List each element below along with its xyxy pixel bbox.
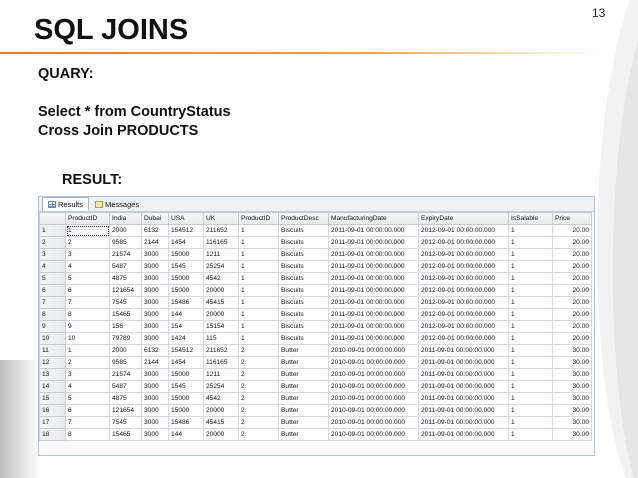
grid-cell[interactable]: 116165 [204,237,239,249]
grid-cell[interactable]: 2 [239,357,279,369]
grid-cell[interactable]: 2012-09-01 00:00:00.000 [419,333,509,345]
grid-cell[interactable]: 2011-09-01 00:00:00.000 [329,249,419,261]
grid-cell[interactable]: 1424 [169,333,204,345]
table-row [40,381,592,393]
grid-cell[interactable]: 3 [66,369,110,381]
grid-cell[interactable]: 2 [66,237,110,249]
grid-cell[interactable]: 1 [239,273,279,285]
grid-cell[interactable]: 2010-09-01 00:00:00.000 [329,369,419,381]
row-number[interactable]: 8 [40,309,66,321]
grid-cell[interactable]: 1 [239,237,279,249]
grid-cell[interactable]: 4542 [204,393,239,405]
table-row [40,345,592,357]
table-row [40,309,592,321]
grid-cell[interactable]: 1 [239,309,279,321]
grid-cell[interactable]: 2011-09-01 00:00:00.000 [329,297,419,309]
grid-cell[interactable]: 2000 [110,225,142,237]
grid-cell[interactable]: 20.00 [553,321,592,333]
grid-cell[interactable]: 1 [509,357,553,369]
grid-cell[interactable]: 3000 [142,273,169,285]
grid-cell[interactable]: Biscuits [279,225,329,237]
grid-cell[interactable]: Butter [279,405,329,417]
grid-cell[interactable]: 3000 [142,309,169,321]
grid-cell[interactable]: 211652 [204,225,239,237]
grid-cell[interactable]: 7 [66,297,110,309]
grid-cell[interactable]: 2011-09-01 00:00:00.000 [419,345,509,357]
grid-cell[interactable]: 1 [239,333,279,345]
grid-cell[interactable]: 1 [509,297,553,309]
grid-cell[interactable]: 2011-09-01 00:00:00.000 [419,381,509,393]
grid-cell[interactable]: 30.00 [553,429,592,441]
grid-cell[interactable]: 20.00 [553,333,592,345]
grid-cell[interactable]: 20000 [204,309,239,321]
table-row [40,417,592,429]
grid-cell[interactable]: 6132 [142,345,169,357]
table-row [40,297,592,309]
grid-cell[interactable]: 2010-09-01 00:00:00.000 [329,417,419,429]
grid-cell[interactable]: 15154 [204,321,239,333]
table-row [40,237,592,249]
grid-cell[interactable]: 2011-09-01 00:00:00.000 [419,357,509,369]
table-row [40,405,592,417]
tab-results-label: Results [58,199,84,209]
grid-cell[interactable]: 20.00 [553,225,592,237]
grid-cell[interactable]: 8 [66,429,110,441]
row-number[interactable]: 10 [40,333,66,345]
grid-cell[interactable]: 1 [509,225,553,237]
grid-cell[interactable]: 1211 [204,369,239,381]
grid-cell[interactable]: Butter [279,345,329,357]
grid-cell[interactable]: 30.00 [553,393,592,405]
column-header[interactable]: UK [204,213,239,225]
grid-cell[interactable]: 2011-09-01 00:00:00.000 [329,237,419,249]
grid-cell[interactable]: 3000 [142,297,169,309]
grid-cell[interactable]: 20.00 [553,297,592,309]
table-row [40,357,592,369]
grid-cell[interactable]: Biscuits [279,261,329,273]
message-icon [95,201,103,208]
grid-cell[interactable]: 15486 [169,417,204,429]
grid-cell[interactable]: 1211 [204,249,239,261]
grid-cell[interactable]: 25254 [204,381,239,393]
row-number[interactable]: 4 [40,261,66,273]
grid-cell[interactable]: 2011-09-01 00:00:00.000 [329,261,419,273]
row-number[interactable]: 12 [40,357,66,369]
grid-cell[interactable]: 2010-09-01 00:00:00.000 [329,345,419,357]
row-number[interactable]: 3 [40,249,66,261]
grid-cell[interactable]: 45415 [204,417,239,429]
column-header[interactable]: ManufacturingDate [329,213,419,225]
grid-cell[interactable]: 2012-09-01 00:00:00.000 [419,285,509,297]
grid-cell[interactable]: 20000 [204,285,239,297]
grid-cell[interactable]: 2011-09-01 00:00:00.000 [419,369,509,381]
grid-cell[interactable]: 1 [509,321,553,333]
grid-cell[interactable]: 154512 [169,345,204,357]
grid-cell[interactable]: 20.00 [553,249,592,261]
column-header[interactable]: ExpiryDate [419,213,509,225]
column-header[interactable]: India [110,213,142,225]
table-row [40,285,592,297]
query-line-1: Select * from CountryStatus [38,104,231,120]
grid-cell[interactable]: 1 [509,381,553,393]
grid-cell[interactable]: 2 [239,417,279,429]
grid-cell[interactable]: 20000 [204,429,239,441]
grid-cell[interactable]: 3000 [142,321,169,333]
grid-cell[interactable]: 3 [66,249,110,261]
grid-cell[interactable]: 2012-09-01 00:00:00.000 [419,273,509,285]
row-number[interactable]: 2 [40,237,66,249]
grid-cell[interactable]: 2000 [110,345,142,357]
grid-cell[interactable]: Biscuits [279,333,329,345]
grid-cell[interactable]: 45415 [204,297,239,309]
grid-cell[interactable]: 1 [509,369,553,381]
grid-cell[interactable]: 15465 [110,429,142,441]
row-number[interactable]: 17 [40,417,66,429]
grid-cell[interactable]: 154512 [169,225,204,237]
grid-cell[interactable]: Biscuits [279,321,329,333]
grid-cell[interactable]: 1 [509,417,553,429]
grid-cell[interactable]: 2 [239,345,279,357]
grid-cell[interactable]: 15000 [169,273,204,285]
table-row [40,249,592,261]
grid-cell[interactable]: 1 [509,345,553,357]
grid-cell[interactable]: 3000 [142,429,169,441]
grid-cell[interactable]: 30.00 [553,345,592,357]
grid-cell[interactable]: 6132 [142,225,169,237]
grid-cell[interactable]: 10 [66,333,110,345]
grid-cell[interactable]: 2 [66,357,110,369]
table-row [40,333,592,345]
grid-cell[interactable]: 15486 [169,297,204,309]
grid-cell[interactable]: 2 [239,393,279,405]
column-header[interactable]: Dubai [142,213,169,225]
grid-cell[interactable]: 9 [66,321,110,333]
grid-cell[interactable]: 20.00 [553,261,592,273]
grid-cell[interactable]: 20.00 [553,309,592,321]
title-underline [0,52,600,54]
grid-cell[interactable]: 2012-09-01 00:00:00.000 [419,321,509,333]
grid-cell[interactable]: 1 [239,297,279,309]
grid-cell[interactable]: 7545 [110,417,142,429]
grid-cell[interactable]: 5 [66,273,110,285]
grid-cell[interactable]: 2011-09-01 00:00:00.000 [419,429,509,441]
grid-cell[interactable]: 7545 [110,297,142,309]
grid-cell[interactable]: 2011-09-01 00:00:00.000 [419,405,509,417]
grid-cell[interactable]: 30.00 [553,357,592,369]
grid-cell[interactable]: 154 [169,321,204,333]
grid-cell[interactable]: Biscuits [279,285,329,297]
grid-cell[interactable]: Butter [279,381,329,393]
grid-cell[interactable]: 211652 [204,345,239,357]
grid-cell[interactable]: Butter [279,357,329,369]
grid-cell[interactable]: 2144 [142,357,169,369]
grid-cell[interactable]: 1 [509,393,553,405]
grid-cell[interactable]: 2012-09-01 00:00:00.000 [419,249,509,261]
grid-cell[interactable]: 1 [509,273,553,285]
grid-cell[interactable]: 1545 [169,381,204,393]
grid-cell[interactable]: 2012-09-01 00:00:00.000 [419,237,509,249]
tab-messages-label: Messages [105,199,140,209]
header-row [40,213,592,225]
grid-cell[interactable]: 2144 [142,237,169,249]
grid-cell[interactable]: 2011-09-01 00:00:00.000 [419,417,509,429]
grid-cell[interactable]: 9585 [110,237,142,249]
grid-cell[interactable]: 1454 [169,237,204,249]
grid-cell[interactable]: 4 [66,381,110,393]
row-number[interactable]: 9 [40,321,66,333]
row-number[interactable]: 11 [40,345,66,357]
grid-cell[interactable]: 1454 [169,357,204,369]
grid-cell[interactable]: 3000 [142,393,169,405]
grid-cell[interactable]: 30.00 [553,381,592,393]
grid-cell[interactable]: 1 [239,249,279,261]
grid-cell[interactable]: 1 [239,225,279,237]
grid-cell[interactable]: 2012-09-01 00:00:00.000 [419,297,509,309]
grid-cell[interactable]: 4 [66,261,110,273]
grid-cell[interactable]: 1 [509,405,553,417]
results-grid [39,212,592,441]
table-row [40,429,592,441]
grid-cell[interactable]: 9585 [110,357,142,369]
grid-cell[interactable]: 15000 [169,249,204,261]
row-number[interactable]: 18 [40,429,66,441]
grid-cell[interactable]: 4875 [110,273,142,285]
corner-header[interactable] [40,213,66,225]
grid-cell[interactable]: 8 [66,309,110,321]
grid-cell[interactable]: 15000 [169,405,204,417]
tab-messages[interactable] [89,197,145,211]
grid-cell[interactable]: 4875 [110,393,142,405]
column-header[interactable]: IsSalable [509,213,553,225]
grid-cell[interactable]: Butter [279,369,329,381]
grid-cell[interactable]: Butter [279,417,329,429]
grid-icon [48,201,56,208]
grid-cell[interactable]: 2012-09-01 00:00:00.000 [419,225,509,237]
grid-cell[interactable]: Butter [279,393,329,405]
grid-cell[interactable]: 1 [239,285,279,297]
grid-cell[interactable]: Biscuits [279,237,329,249]
grid-cell[interactable]: 2 [239,429,279,441]
column-header[interactable]: ProductID [66,213,110,225]
grid-cell[interactable]: 3000 [142,417,169,429]
grid-cell[interactable]: Biscuits [279,273,329,285]
grid-cell[interactable]: 6 [66,285,110,297]
row-number[interactable]: 7 [40,297,66,309]
grid-cell[interactable]: 3000 [142,369,169,381]
grid-cell[interactable]: 3000 [142,381,169,393]
grid-cell[interactable]: 15000 [169,369,204,381]
grid-cell[interactable]: 1 [509,237,553,249]
grid-cell[interactable]: 1545 [169,261,204,273]
grid-cell[interactable]: 1 [509,261,553,273]
grid-cell[interactable]: 115 [204,333,239,345]
grid-cell[interactable]: 20.00 [553,237,592,249]
grid-cell[interactable]: 144 [169,309,204,321]
grid-cell[interactable]: Biscuits [279,297,329,309]
grid-cell[interactable]: 15000 [169,393,204,405]
grid-cell[interactable]: 1 [509,285,553,297]
grid-cell[interactable]: 3000 [142,333,169,345]
table-row [40,261,592,273]
grid-cell[interactable]: Biscuits [279,309,329,321]
column-header[interactable]: ProductID [239,213,279,225]
results-panel [38,196,595,456]
grid-cell[interactable]: 1 [509,333,553,345]
grid-cell[interactable]: 25254 [204,261,239,273]
grid-cell[interactable]: 144 [169,429,204,441]
column-header[interactable]: ProductDesc [279,213,329,225]
grid-cell[interactable]: 3000 [142,261,169,273]
grid-cell[interactable]: 1 [509,429,553,441]
row-number[interactable]: 6 [40,285,66,297]
grid-cell[interactable]: 1 [509,249,553,261]
grid-cell[interactable]: 3000 [142,249,169,261]
grid-cell[interactable]: 116165 [204,357,239,369]
grid-cell[interactable]: Butter [279,429,329,441]
row-number[interactable]: 14 [40,381,66,393]
grid-cell[interactable]: 2010-09-01 00:00:00.000 [329,381,419,393]
row-number[interactable]: 5 [40,273,66,285]
grid-cell[interactable]: 2011-09-01 00:00:00.000 [329,321,419,333]
grid-cell[interactable]: 2 [239,381,279,393]
grid-cell[interactable]: 5487 [110,381,142,393]
grid-cell[interactable]: 30.00 [553,369,592,381]
query-label: QUARY: [38,66,94,82]
row-number[interactable]: 15 [40,393,66,405]
grid-cell[interactable]: 30.00 [553,417,592,429]
grid-cell[interactable]: 21574 [110,369,142,381]
table-row [40,393,592,405]
query-line-2: Cross Join PRODUCTS [38,123,199,139]
table-row [40,369,592,381]
grid-cell[interactable]: 5 [66,393,110,405]
row-number[interactable]: 13 [40,369,66,381]
result-label: RESULT: [62,172,123,188]
grid-cell[interactable]: 15000 [169,285,204,297]
grid-cell[interactable]: 2010-09-01 00:00:00.000 [329,405,419,417]
grid-cell[interactable]: 4542 [204,273,239,285]
row-number[interactable]: 16 [40,405,66,417]
column-header[interactable]: USA [169,213,204,225]
grid-cell[interactable]: 20.00 [553,273,592,285]
grid-cell[interactable]: 2011-09-01 00:00:00.000 [329,333,419,345]
grid-cell[interactable]: 20.00 [553,285,592,297]
grid-cell[interactable]: 1 [239,321,279,333]
table-row [40,273,592,285]
grid-cell[interactable]: 1 [509,309,553,321]
grid-cell[interactable]: 3000 [142,405,169,417]
column-header[interactable]: Price [553,213,592,225]
tab-results[interactable] [42,197,89,211]
grid-cell[interactable]: 2012-09-01 00:00:00.000 [419,309,509,321]
grid-cell[interactable]: Biscuits [279,249,329,261]
grid-cell[interactable]: 2010-09-01 00:00:00.000 [329,357,419,369]
grid-cell[interactable]: 1 [239,261,279,273]
table-row [40,225,592,237]
grid-cell[interactable]: 1 [66,225,110,237]
grid-cell[interactable]: 7 [66,417,110,429]
grid-cell[interactable]: 6 [66,405,110,417]
results-tab-strip [39,197,594,212]
grid-cell[interactable]: 2010-09-01 00:00:00.000 [329,429,419,441]
decorative-shadow [0,360,40,478]
grid-cell[interactable]: 15465 [110,309,142,321]
grid-cell[interactable]: 2011-09-01 00:00:00.000 [329,273,419,285]
slide-number: 13 [592,6,606,20]
grid-cell[interactable]: 5487 [110,261,142,273]
grid-cell[interactable]: 121654 [110,285,142,297]
slide-title: SQL JOINS [34,14,189,46]
grid-cell[interactable]: 30.00 [553,405,592,417]
grid-cell[interactable]: 3000 [142,285,169,297]
table-row [40,321,592,333]
grid-cell[interactable]: 1 [66,345,110,357]
grid-cell[interactable]: 2 [239,369,279,381]
grid-cell[interactable]: 156 [110,321,142,333]
grid-cell[interactable]: 2011-09-01 00:00:00.000 [329,309,419,321]
grid-cell[interactable]: 2011-09-01 00:00:00.000 [329,285,419,297]
grid-cell[interactable]: 2011-09-01 00:00:00.000 [419,393,509,405]
grid-cell[interactable]: 21574 [110,249,142,261]
grid-cell[interactable]: 79789 [110,333,142,345]
grid-cell[interactable]: 2011-09-01 00:00:00.000 [329,225,419,237]
row-number[interactable]: 1 [40,225,66,237]
grid-cell[interactable]: 121654 [110,405,142,417]
grid-cell[interactable]: 2 [239,405,279,417]
grid-cell[interactable]: 2012-09-01 00:00:00.000 [419,261,509,273]
grid-cell[interactable]: 2010-09-01 00:00:00.000 [329,393,419,405]
grid-cell[interactable]: 20000 [204,405,239,417]
